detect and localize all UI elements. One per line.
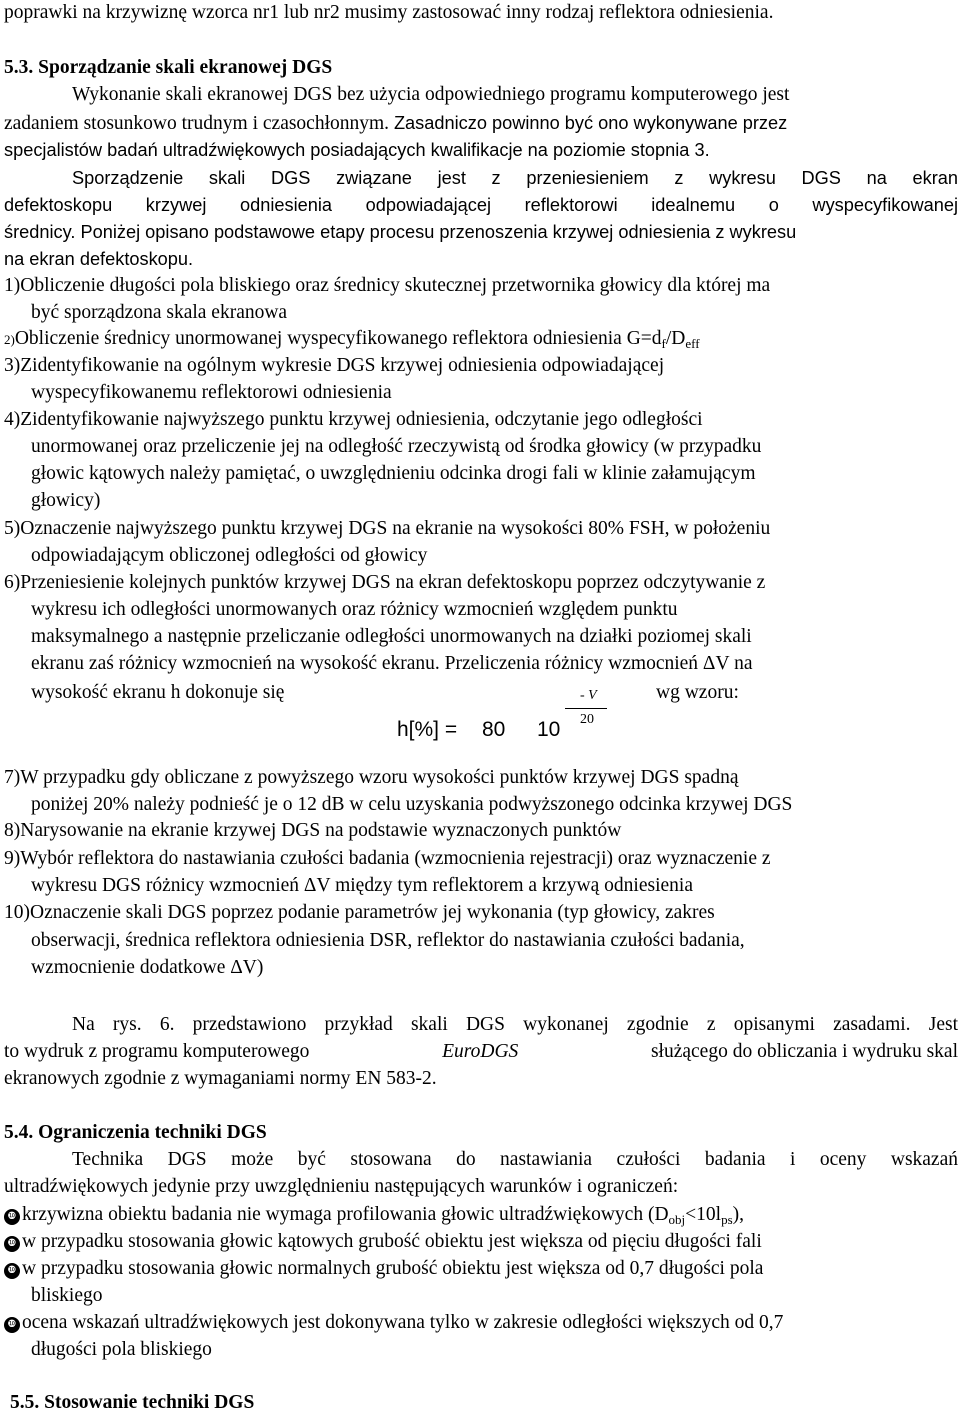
list-number: 2) [4,332,15,347]
text-fragment: zadaniem stosunkowo trudnym i czasochłonnym. [4,113,390,134]
text-line: ultradźwiękowych jedynie przy uwzględnieniu następujących warunków i ograniczeń: [4,1176,679,1197]
text-line: Na rys. 6. przedstawiono przykład skali DGS wykonanej zgodnie z opisanymi zasadami. Jest [72,1014,958,1035]
subscript: obj [668,1212,686,1227]
text-line: długości pola bliskiego [31,1339,212,1360]
list-item [4,1310,958,1336]
text-line: odpowiadającym obliczonej odległości od głowicy [31,545,428,566]
formula-base: 10 [537,718,561,741]
text-line [4,1039,958,1065]
text-fragment: Obliczenie średnicy unormowanej wyspecyfikowanego reflektora odniesienia G=d [14,328,662,349]
program-name: EuroDGS [442,1041,519,1062]
text-line: wzmocnienie dodatkowe ΔV) [31,957,264,978]
formula-coefficient: 80 [482,718,506,741]
text-line: Wykonanie skali ekranowej DGS bez użycia odpowiedniego programu komputerowego jest [72,84,790,105]
text-fragment: /D [665,328,686,349]
list-item: 7)W przypadku gdy obliczane z powyższego wzoru wysokości punktów krzywej DGS spadną [4,767,739,788]
text-fragment: Zasadniczo powinno być ono wykonywane przez [393,113,788,133]
text-line: specjalistów badań ultradźwiękowych posiadających kwalifikacje na poziomie stopnia 3. [4,140,710,160]
text-line: unormowanej oraz przeliczenie jej na odległość rzeczywistą od środka głowicy (w przypadku [31,436,762,457]
list-item [4,1229,958,1255]
text-line [4,110,958,137]
text-fragment: to wydruk z programu komputerowego [4,1041,310,1062]
text-line: wyspecyfikowanemu reflektorowi odniesienia [31,382,392,403]
section-heading-5-4: 5.4. Ograniczenia techniki DGS [4,1122,267,1143]
list-item: 3)Zidentyfikowanie na ogólnym wykresie DGS krzywej odniesienia odpowiadającej [4,355,665,376]
text-fragment: ocena wskazań ultradźwiękowych jest dokonywana tylko w zakresie odległości większych od 0,7 [22,1312,784,1333]
text-line: wg wzoru: [656,682,739,703]
text-line: obserwacji, średnica reflektora odniesienia DSR, reflektor do nastawiania czułości badania, [31,930,745,951]
list-item: 5)Oznaczenie najwyższego punktu krzywej DGS na ekranie na wysokości 80% FSH, w położeniu [4,518,771,539]
list-item: 4)Zidentyfikowanie najwyższego punktu krzywej odniesienia, odczytanie jego odległości [4,409,703,430]
list-item [4,1202,958,1228]
subscript: f [661,336,666,351]
section-heading-5-3: 5.3. Sporządzanie skali ekranowej DGS [4,57,333,78]
text-fragment: służącego do obliczania i wydruku skal [650,1041,958,1062]
text-line: głowicy) [31,490,101,511]
text-line: średnicy. Poniżej opisano podstawowe etapy procesu przenoszenia krzywej odniesienia z wykresu [4,222,797,242]
text-fragment: krzywizna obiektu badania nie wymaga profilowania głowic ultradźwiękowych (D [22,1204,669,1225]
numbered-circle-icon: ❿ [4,1263,20,1279]
text-line: defektoskopu krzywej odniesienia odpowiadającej reflektorowi idealnemu o wyspecyfikowanej [4,195,958,215]
text-line: wykresu ich odległości unormowanych oraz różnicy wzmocnień względem punktu [31,599,678,620]
list-item: 10)Oznaczenie skali DGS poprzez podanie parametrów jej wykonania (typ głowicy, zakres [4,902,715,923]
text-line: być sporządzona skala ekranowa [31,302,288,323]
formula-exponent-denominator: 20 [580,712,594,727]
formula-exponent-numerator: - V [580,688,597,703]
text-line: ekranowych zgodnie z wymaganiami normy EN 583-2. [4,1068,437,1089]
text-line: bliskiego [31,1285,103,1306]
numbered-circle-icon: ❿ [4,1317,20,1333]
subscript: ps [721,1212,733,1227]
text-line: Sporządzenie skali DGS związane jest z przeniesieniem z wykresu DGS na ekran [72,168,958,188]
list-item: 9)Wybór reflektora do nastawiania czułości badania (wzmocnienia rejestracji) oraz wyznaczenie z [4,848,771,869]
text-fragment: w przypadku stosowania głowic kątowych grubość obiektu jest większa od pięciu długości fali [22,1231,762,1252]
list-item [4,1256,958,1282]
text-line: poprawki na krzywiznę wzorca nr1 lub nr2 musimy zastosować inny rodzaj reflektora odniesienia. [4,2,774,23]
formula-lhs: h[%] = [397,718,458,741]
text-line: wykresu DGS różnicy wzmocnień ΔV między tym reflektorem a krzywą odniesienia [31,875,693,896]
numbered-circle-icon: ❿ [4,1236,20,1252]
text-line: na ekran defektoskopu. [4,249,194,269]
list-item: 8)Narysowanie na ekranie krzywej DGS na podstawie wyznaczonych punktów [4,820,622,841]
section-heading-5-5: 5.5. Stosowanie techniki DGS [10,1392,255,1413]
text-line: Technika DGS może być stosowana do nastawiania czułości badania i oceny wskazań [72,1149,958,1170]
text-fragment: w przypadku stosowania głowic normalnych grubość obiektu jest większa od 0,7 długości pola [22,1258,764,1279]
text-line: poniżej 20% należy podnieść je o 12 dB w celu uzyskania podwyższonego odcinka krzywej DGS [31,794,793,815]
list-item [4,326,958,353]
subscript: eff [685,336,700,351]
text-line: wysokość ekranu h dokonuje się [31,682,285,703]
list-item: 6)Przeniesienie kolejnych punktów krzywej DGS na ekran defektoskopu poprzez odczytywanie z [4,572,766,593]
text-fragment: ), [732,1204,745,1225]
formula-fraction-bar [565,708,607,709]
text-fragment: <10l [685,1204,722,1225]
numbered-circle-icon: ❿ [4,1209,20,1225]
text-line: głowic kątowych należy pamiętać, o uwzględnieniu odcinka drogi fali w klinie załamującym [31,463,756,484]
text-line: maksymalnego a następnie przeliczanie odległości unormowanych na działki poziomej skali [31,626,752,647]
list-item: 1)Obliczenie długości pola bliskiego oraz średnicy skutecznej przetwornika głowicy dla której ma [4,275,771,296]
text-line: ekranu zaś różnicy wzmocnień na wysokość ekranu. Przeliczenia różnicy wzmocnień ΔV na [31,653,753,674]
